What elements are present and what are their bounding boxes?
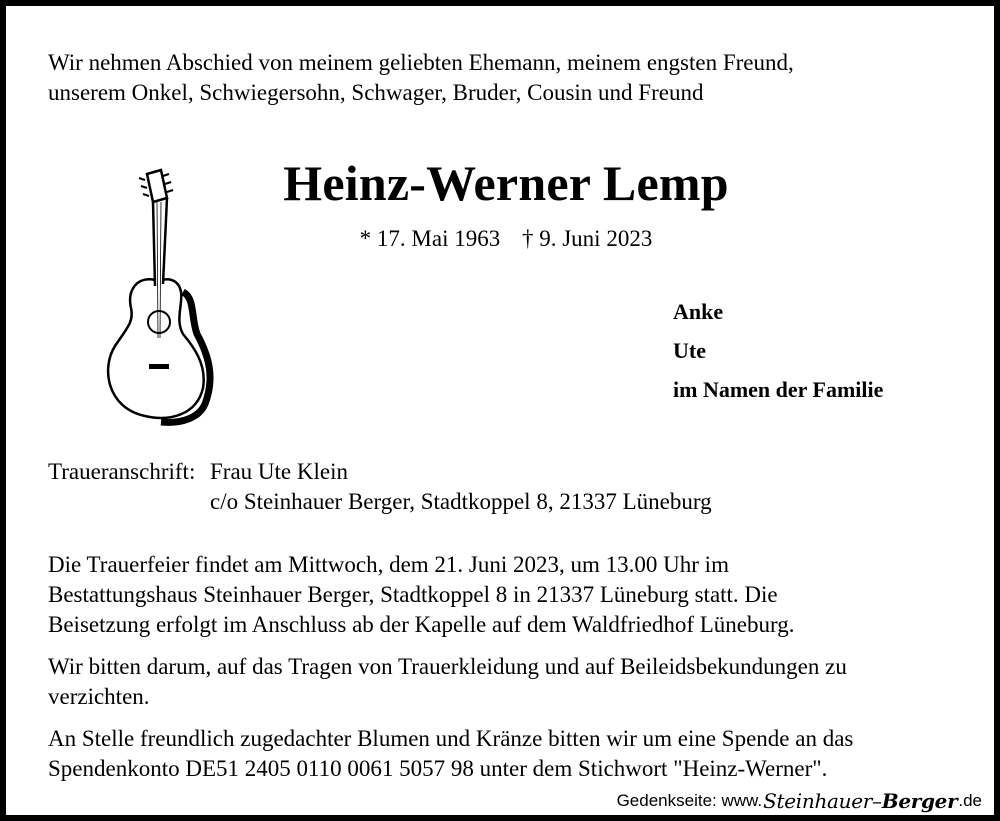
paragraph-line: Beisetzung erfolgt im Anschluss ab der Kapelle auf dem Waldfriedhof Lüneburg. <box>48 612 795 637</box>
paragraph-line: Wir bitten darum, auf das Tragen von Trauerkleidung und auf Beileidsbekundungen zu <box>48 654 847 679</box>
request-paragraph <box>48 652 948 712</box>
address-line: c/o Steinhauer Berger, Stadtkoppel 8, 21337 Lüneburg <box>210 489 712 514</box>
funeral-paragraph <box>48 550 948 640</box>
donation-paragraph <box>48 724 948 784</box>
memorial-page-link[interactable] <box>617 786 982 816</box>
brand-dash: – <box>872 789 882 813</box>
intro-text <box>48 48 948 108</box>
family-member: Ute <box>673 338 706 363</box>
paragraph-line: Spendenkonto DE51 2405 0110 0061 5057 98 unter dem Stichwort "Heinz-Werner". <box>48 756 828 781</box>
address-label: Traueranschrift: <box>48 459 196 484</box>
birth-date: * 17. Mai 1963 <box>359 226 501 251</box>
paragraph-line: Die Trauerfeier findet am Mittwoch, dem 21. Juni 2023, um 13.00 Uhr im <box>48 552 729 577</box>
paragraph-line: An Stelle freundlich zugedachter Blumen und Kränze bitten wir um eine Spende an das <box>48 726 854 751</box>
death-date: † 9. Juni 2023 <box>521 226 653 251</box>
life-dates <box>6 226 1000 252</box>
family-member: Anke <box>673 299 724 324</box>
brand-logo <box>763 789 957 813</box>
brand-part: Berger <box>881 789 958 813</box>
intro-line: Wir nehmen Abschied von meinem geliebten Ehemann, meinem engsten Freund, <box>48 50 794 75</box>
paragraph-line: Bestattungshaus Steinhauer Berger, Stadtkoppel 8 in 21337 Lüneburg statt. Die <box>48 582 778 607</box>
deceased-name: Heinz-Werner Lemp <box>283 155 729 211</box>
brand-part: Steinhauer <box>763 789 873 813</box>
family-member: im Namen der Familie <box>673 377 884 402</box>
intro-line: unserem Onkel, Schwiegersohn, Schwager, Bruder, Cousin und Freund <box>48 80 704 105</box>
address-line: Frau Ute Klein <box>210 459 348 484</box>
paragraph-line: verzichten. <box>48 684 150 709</box>
footer-suffix: .de <box>958 791 982 810</box>
family-signatures <box>673 298 883 415</box>
footer-prefix: Gedenkseite: www. <box>616 791 763 810</box>
mourning-address <box>48 457 712 517</box>
